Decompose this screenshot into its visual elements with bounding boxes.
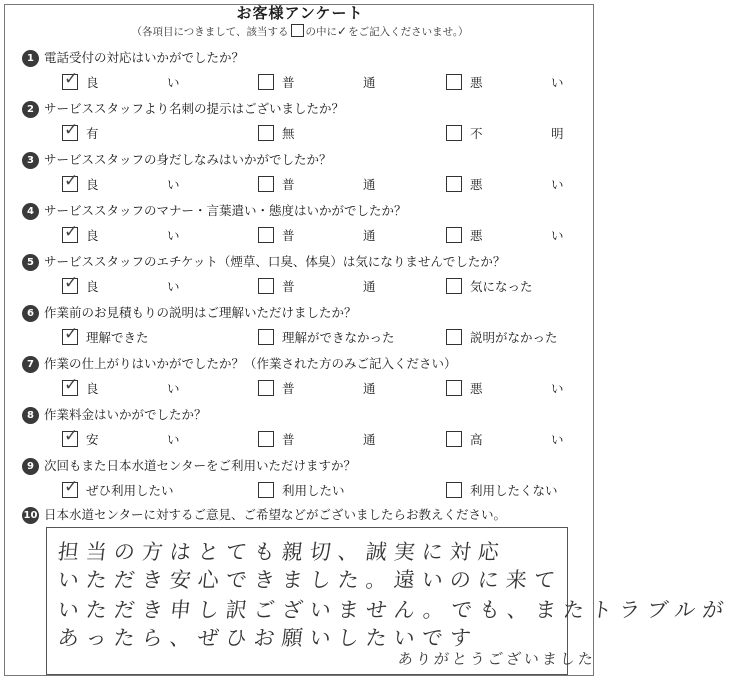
answer-option[interactable] (62, 171, 208, 193)
question-1 (22, 48, 244, 67)
answer-checkbox[interactable] (258, 176, 274, 192)
answer-checkbox[interactable] (258, 431, 274, 447)
answer-option[interactable] (258, 73, 404, 91)
question-number-badge: 10 (22, 507, 39, 524)
answer-checkbox[interactable] (446, 278, 462, 294)
answer-label: 悪 い (470, 177, 592, 192)
question-number-badge: 5 (22, 254, 39, 271)
question-text: 作業料金はいかがでしたか？ (44, 407, 207, 422)
answer-checkbox[interactable] (62, 426, 79, 447)
answer-label: 良 い (86, 279, 208, 294)
survey-instructions (0, 24, 600, 39)
question-7 (22, 354, 457, 373)
checkmark-icon: ✓ (64, 426, 79, 446)
answer-option[interactable] (446, 379, 592, 397)
question-text: 日本水道センターに対するご意見、ご希望などがございましたらお教えください。 (44, 507, 507, 522)
answer-label: 普 通 (282, 381, 404, 396)
answer-label: 高 い (470, 432, 592, 447)
question-number-badge: 7 (22, 356, 39, 373)
answer-label: 無 (282, 126, 295, 141)
comment-line-4: あったら、ぜひお願いしたいです (56, 626, 479, 650)
question-3 (22, 150, 332, 169)
answer-option[interactable] (62, 222, 208, 244)
answer-checkbox[interactable] (446, 74, 462, 90)
comment-signoff: ありがとうございました (397, 650, 597, 668)
answer-checkbox[interactable] (258, 278, 274, 294)
answer-option[interactable] (62, 324, 149, 346)
answer-label: 良 い (86, 75, 208, 90)
answer-option[interactable] (446, 328, 558, 346)
question-8 (22, 405, 207, 424)
answer-option[interactable] (258, 328, 395, 346)
question-text: サービススタッフの身だしなみはいかがでしたか？ (44, 152, 332, 167)
answer-option[interactable] (446, 73, 592, 91)
checkmark-icon: ✓ (64, 273, 79, 293)
answer-checkbox[interactable] (446, 227, 462, 243)
answer-option[interactable] (258, 379, 404, 397)
answer-label: 理解ができなかった (282, 330, 395, 345)
comment-line-2: いただき安心できました。遠いのに来て (56, 568, 564, 592)
question-text: 作業前のお見積もりの説明はご理解いただけましたか？ (44, 305, 357, 320)
answer-option[interactable] (446, 481, 558, 499)
question-6 (22, 303, 357, 322)
answer-checkbox[interactable] (258, 329, 274, 345)
answer-checkbox[interactable] (62, 120, 79, 141)
answer-option[interactable] (62, 426, 208, 448)
checkmark-icon: ✓ (64, 375, 79, 395)
instructions-part-1: （各項目につきまして、該当する (131, 26, 289, 38)
answer-checkbox[interactable] (62, 69, 79, 90)
answer-label: 利用したくない (470, 483, 558, 498)
question-text: サービススタッフのエチケット（煙草、口臭、体臭）は気になりませんでしたか？ (44, 254, 506, 269)
answer-option[interactable] (62, 375, 208, 397)
answer-label: 普 通 (282, 432, 404, 447)
answer-checkbox[interactable] (62, 324, 79, 345)
answer-label: 普 通 (282, 279, 404, 294)
answer-option[interactable] (446, 277, 533, 295)
answer-checkbox[interactable] (446, 176, 462, 192)
answer-label: 利用したい (282, 483, 345, 498)
instructions-part-3: をご記入くださいませ。） (348, 26, 469, 38)
question-text: 次回もまた日本水道センターをご利用いただけますか？ (44, 458, 357, 473)
answer-option[interactable] (446, 430, 592, 448)
question-number-badge: 2 (22, 101, 39, 118)
checkmark-icon: ✓ (64, 120, 79, 140)
question-number-badge: 9 (22, 458, 39, 475)
question-text: 電話受付の対応はいかがでしたか？ (44, 50, 245, 65)
answer-label: 説明がなかった (470, 330, 558, 345)
checkmark-sample-icon: ✓ (337, 24, 348, 38)
answer-option[interactable] (258, 175, 404, 193)
answer-option[interactable] (62, 477, 174, 499)
answer-checkbox[interactable] (62, 477, 79, 498)
answer-checkbox[interactable] (258, 74, 274, 90)
answer-label: 悪 い (470, 75, 592, 90)
answer-option[interactable] (258, 277, 404, 295)
answer-label: 理解できた (86, 330, 149, 345)
answer-label: 気になった (470, 279, 533, 294)
comment-line-3: いただき申し訳ございません。でも、またトラブルが (56, 598, 732, 622)
answer-label: ぜひ利用したい (86, 483, 174, 498)
question-text: サービススタッフより名刺の提示はございましたか？ (44, 101, 345, 116)
answer-label: 普 通 (282, 177, 404, 192)
answer-checkbox[interactable] (258, 482, 274, 498)
checkbox-sample-icon (291, 24, 304, 37)
answer-option[interactable] (446, 226, 592, 244)
answer-checkbox[interactable] (258, 380, 274, 396)
answer-option[interactable] (446, 124, 592, 142)
answer-option[interactable] (446, 175, 592, 193)
checkmark-icon: ✓ (64, 171, 79, 191)
answer-option[interactable] (258, 430, 404, 448)
answer-checkbox[interactable] (62, 171, 79, 192)
answer-label: 普 通 (282, 75, 404, 90)
question-text: サービススタッフのマナー・言葉遣い・態度はいかがでしたか？ (44, 203, 407, 218)
answer-option[interactable] (62, 273, 208, 295)
question-number-badge: 1 (22, 50, 39, 67)
answer-label: 良 い (86, 228, 208, 243)
checkmark-icon: ✓ (64, 324, 79, 344)
answer-checkbox[interactable] (446, 125, 462, 141)
answer-label: 悪 い (470, 381, 592, 396)
answer-checkbox[interactable] (446, 482, 462, 498)
comment-line-1: 担当の方はとても親切、誠実に対応 (56, 540, 508, 564)
question-number-badge: 6 (22, 305, 39, 322)
answer-checkbox[interactable] (62, 273, 79, 294)
answer-label: 良 い (86, 177, 208, 192)
answer-checkbox[interactable] (258, 125, 274, 141)
question-5 (22, 252, 505, 271)
question-10 (22, 505, 506, 524)
checkmark-icon: ✓ (64, 69, 79, 89)
answer-option[interactable] (62, 69, 208, 91)
question-4 (22, 201, 407, 220)
question-number-badge: 4 (22, 203, 39, 220)
instructions-part-2: の中に (305, 26, 338, 38)
answer-checkbox[interactable] (446, 329, 462, 345)
question-2 (22, 99, 344, 118)
answer-checkbox[interactable] (62, 222, 79, 243)
question-text: 作業の仕上がりはいかがでしたか？（作業された方のみご記入ください） (44, 356, 457, 371)
checkmark-icon: ✓ (64, 222, 79, 242)
answer-label: 不 明 (470, 126, 592, 141)
question-9 (22, 456, 356, 475)
survey-title: お客様アンケート (236, 4, 364, 22)
question-number-badge: 8 (22, 407, 39, 424)
answer-option[interactable] (258, 226, 404, 244)
question-number-badge: 3 (22, 152, 39, 169)
answer-checkbox[interactable] (62, 375, 79, 396)
answer-label: 悪 い (470, 228, 592, 243)
answer-label: 普 通 (282, 228, 404, 243)
answer-label: 有 (86, 126, 99, 141)
answer-option[interactable] (258, 481, 345, 499)
answer-checkbox[interactable] (446, 431, 462, 447)
answer-checkbox[interactable] (258, 227, 274, 243)
checkmark-icon: ✓ (64, 477, 79, 497)
answer-label: 安 い (86, 432, 208, 447)
answer-option[interactable] (62, 120, 99, 142)
answer-option[interactable] (258, 124, 295, 142)
answer-checkbox[interactable] (446, 380, 462, 396)
answer-label: 良 い (86, 381, 208, 396)
